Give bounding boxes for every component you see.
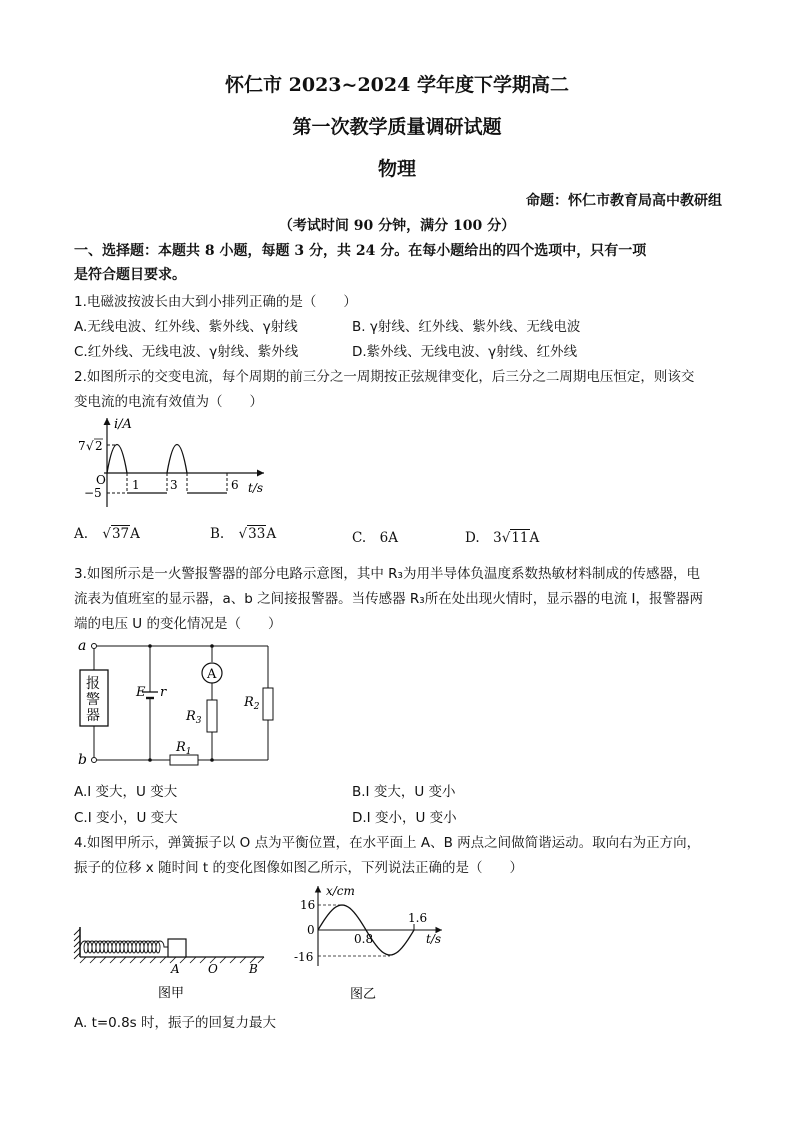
- q2-option-a-sqrt: √37: [102, 526, 130, 542]
- subject-title: 物理: [377, 158, 416, 180]
- q3-label-r2: $R_2$: [244, 695, 260, 712]
- q2-option-c[interactable]: C. 6A: [352, 530, 398, 546]
- q3-stem-line1: 3.如图所示是一火警报警器的部分电路示意图，其中 R₃为用半导体负温度系数热敏材料制成的传感器，电: [74, 566, 700, 582]
- q2-option-b-unit: A: [266, 526, 277, 542]
- q3-junction-ammeter-top: [210, 644, 214, 648]
- q4-graph-t08: 0.8: [354, 932, 374, 946]
- q2-y-bottom-label: −5: [84, 486, 102, 500]
- q4-option-a[interactable]: A. t=0.8s 时，振子的回复力最大: [74, 1015, 276, 1031]
- q3-label-e: E: [136, 685, 146, 700]
- q2-option-a[interactable]: [74, 526, 140, 542]
- q4-graph-y-top: 16: [300, 898, 316, 912]
- q2-option-a-letter: A.: [74, 526, 89, 542]
- section1-heading-line1: 一、选择题：本题共 8 小题，每题 3 分，共 24 分。在每小题给出的四个选项中，只有一项: [74, 243, 647, 259]
- q3-terminal-a: [92, 644, 97, 649]
- q2-option-d[interactable]: [465, 526, 539, 546]
- q2-tick-3: 3: [170, 478, 178, 492]
- q3-resistor-r1: [170, 755, 198, 765]
- q4-graph-t16: 1.6: [408, 911, 428, 925]
- q3-label-a: a: [78, 638, 87, 654]
- q4-caption-jia: 图甲: [158, 986, 185, 1001]
- q1-option-d[interactable]: D.紫外线、无线电波、γ射线、红外线: [352, 344, 578, 360]
- q4-wall-hatching: [74, 929, 80, 959]
- q3-ammeter-label: A: [207, 667, 217, 682]
- q2-sine-pulse-1: [107, 445, 127, 474]
- q4-graph-x-label: t/s: [426, 932, 442, 946]
- q3-label-r1: $R_1$: [176, 740, 192, 757]
- q1-option-a[interactable]: A.无线电波、红外线、紫外线、γ射线: [74, 319, 298, 335]
- q3-label-r3: $R_3$: [186, 709, 202, 726]
- q3-label-r: r: [160, 685, 167, 700]
- q1-stem: 1.电磁波按波长由大到小排列正确的是（ ）: [74, 294, 357, 310]
- q2-stem-line2: 变电流的电流有效值为（ ）: [74, 394, 263, 410]
- q2-current-graph: [74, 412, 274, 512]
- q2-y-top-coef: 7: [78, 439, 86, 453]
- q2-option-b-letter: B.: [210, 526, 225, 542]
- q4-xt-graph: [292, 880, 462, 1006]
- q3-option-c[interactable]: C.I 变小，U 变大: [74, 810, 178, 826]
- q2-stem-line1: 2.如图所示的交变电流，每个周期的前三分之一周期按正弦规律变化，后三分之二周期电压恒定，则该交: [74, 369, 695, 385]
- q3-junction-battery-top: [148, 644, 152, 648]
- q3-label-b: b: [78, 752, 87, 768]
- time-info: （考试时间 90 分钟，满分 100 分）: [278, 218, 516, 234]
- q3-option-a[interactable]: A.I 变大，U 变大: [74, 784, 178, 800]
- q2-option-d-unit: A: [529, 530, 540, 546]
- q2-option-b[interactable]: [210, 526, 276, 542]
- q4-stem-line1: 4.如图甲所示，弹簧振子以 O 点为平衡位置，在水平面上 A、B 两点之间做简谐运动。取向右为正方向，: [74, 835, 701, 851]
- q2-x-label: t/s: [248, 481, 264, 495]
- q4-label-o: O: [208, 962, 218, 976]
- q2-option-d-sqrt: √11: [501, 530, 529, 546]
- q4-graph-origin: 0: [307, 923, 315, 937]
- q2-option-a-radicand: 37: [111, 526, 130, 542]
- q3-terminal-b: [92, 758, 97, 763]
- q3-alarm-char-2: 警: [86, 692, 100, 708]
- q4-label-a: A: [171, 962, 180, 976]
- q3-stem-line3: 端的电压 U 的变化情况是（ ）: [74, 616, 282, 632]
- q4-spring-oscillator-figure: [72, 915, 272, 1005]
- q2-option-b-sqrt: √33: [238, 526, 266, 542]
- q2-option-d-letter: D. 3: [465, 530, 502, 546]
- q2-y-top-rad: 2: [95, 439, 103, 453]
- q3-resistor-r3: [207, 700, 217, 732]
- q3-resistor-r2: [263, 688, 273, 720]
- q3-junction-r3-bottom: [210, 758, 214, 762]
- q2-y-top-sqrt: √: [86, 439, 94, 453]
- q3-alarm-char-3: 器: [86, 708, 100, 724]
- q2-sine-pulse-2: [167, 445, 187, 474]
- author-line: 命题：怀仁市教育局高中教研组: [526, 193, 722, 209]
- q2-y-label: i/A: [114, 417, 132, 432]
- q3-stem-line2: 流表为值班室的显示器，a、b 之间接报警器。当传感器 R₃所在处出现火情时，显示器的电流 I，报警器两: [74, 591, 703, 607]
- q3-alarm-char-1: 报: [86, 676, 100, 692]
- q4-spring: [80, 941, 168, 953]
- q3-circuit-diagram: [72, 636, 282, 768]
- q2-option-d-radicand: 11: [511, 530, 529, 546]
- q1-option-c[interactable]: C.红外线、无线电波、γ射线、紫外线: [74, 344, 299, 360]
- q2-tick-6: 6: [231, 478, 239, 492]
- q2-option-b-radicand: 33: [248, 526, 266, 542]
- q1-option-b[interactable]: B. γ射线、红外线、紫外线、无线电波: [352, 319, 581, 335]
- q4-caption-yi: 图乙: [350, 987, 377, 1002]
- q4-block: [168, 939, 186, 957]
- q2-tick-1: 1: [132, 478, 140, 492]
- q4-graph-y-label: x/cm: [326, 884, 355, 898]
- q4-label-b: B: [249, 962, 258, 976]
- section1-heading-line2: 是符合题目要求。: [74, 267, 186, 283]
- q3-option-b[interactable]: B.I 变大，U 变小: [352, 784, 456, 800]
- q3-junction-battery: [148, 758, 152, 762]
- q4-graph-y-bottom: -16: [294, 950, 314, 964]
- exam-title-line2: 第一次教学质量调研试题: [292, 116, 502, 138]
- q2-origin-label: O: [96, 473, 106, 487]
- q2-option-a-unit: A: [130, 526, 140, 542]
- q4-stem-line2: 振子的位移 x 随时间 t 的变化图像如图乙所示，下列说法正确的是（ ）: [74, 860, 523, 876]
- q3-option-d[interactable]: D.I 变小，U 变小: [352, 810, 457, 826]
- exam-title-line1: 怀仁市 2023~2024 学年度下学期高二: [225, 74, 569, 96]
